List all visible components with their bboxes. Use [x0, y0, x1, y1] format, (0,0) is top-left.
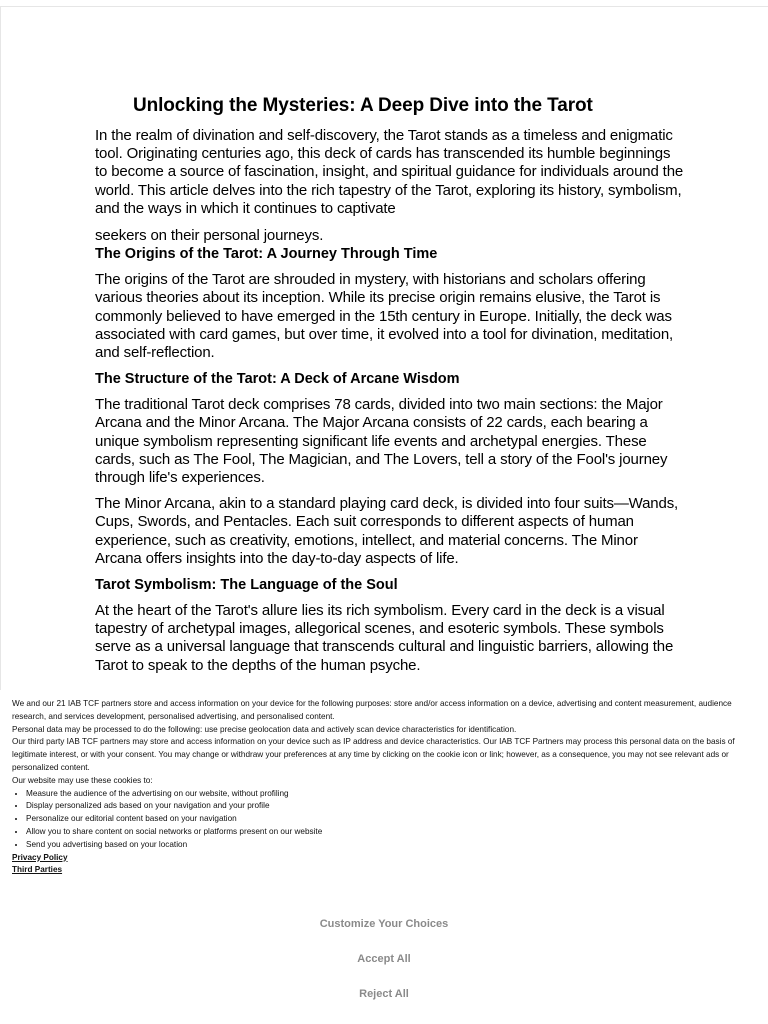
paragraph-origins: The origins of the Tarot are shrouded in mystery, with historians and scholars offering various theories about its inception. While its precise origin remains elusive, the Tarot is commonly believed to have emerged in the 15th century in Europe. Initially, the deck was associated with card games, but over time, it evolved into a tool for divination, meditation, and self-reflection.	[95, 271, 674, 362]
list-item: • Measure the audience of the advertising on our website, without profiling	[26, 788, 757, 801]
third-parties-link[interactable]: Third Parties	[12, 865, 63, 875]
paragraph-symbolism: At the heart of the Tarot's allure lies its rich symbolism. Every card in the deck is a visual tapestry of archetypal images, allegorical scenes, and esoteric symbols. These symbols serve as a universal language that transcends cultural and linguistic barriers, allowing the Tarot to speak to the depths of the human psyche.	[95, 602, 674, 674]
privacy-policy-link[interactable]: Privacy Policy	[12, 852, 68, 862]
list-item: • Allow you to share content on social networks or platforms present on our website	[26, 826, 757, 839]
paragraph-structure-2: The Minor Arcana, akin to a standard playing card deck, is divided into four suits—Wands, Cups, Swords, and Pentacles. Each suit corresponds to different aspects of human experience, such as creativity, emotions, intellect, and material concerns. The Minor Arcana offers insights into the day-to-day aspects of life.	[95, 495, 679, 567]
heading-symbolism: Tarot Symbolism: The Language of the Soul	[95, 577, 398, 594]
consent-links	[12, 852, 757, 877]
heading-structure: The Structure of the Tarot: A Deck of Arcane Wisdom	[95, 371, 460, 388]
list-item: • Send you advertising based on your location	[26, 839, 757, 852]
consent-processing: Personal data may be processed to do the following: use precise geolocation data and actively scan device characteristics for identification.	[12, 724, 517, 734]
article	[95, 95, 685, 675]
article-title: Unlocking the Mysteries: A Deep Dive into the Tarot	[133, 95, 593, 116]
accept-all-button[interactable]: Accept All	[357, 953, 411, 965]
consent-third-party: Our third party IAB TCF partners may store and access information on your device such as IP address and device characteristics. Our IAB TCF Partners may process this personal data on the basis of legitimate interest, or with your consent. You may change or withdraw your preferences at any time by clicking on the cookie icon or link; however, as a consequence, you may not see relevant ads or personalized content.	[12, 737, 735, 772]
consent-purposes: We and our 21 IAB TCF partners store and access information on your device for the following purposes: store and/or access information on a device, advertising and content measurement, audience research, and services development, personalised advertising, and personalised content.	[12, 699, 732, 721]
top-divider	[0, 6, 768, 7]
intro-paragraph-continued: seekers on their personal journeys.	[95, 227, 324, 245]
list-item: • Display personalized ads based on your navigation and your profile	[26, 800, 757, 813]
paragraph-structure-1: The traditional Tarot deck comprises 78 cards, divided into two main sections: the Major Arcana and the Minor Arcana. The Major Arcana consists of 22 cards, each bearing a unique symbolism representing significant life events and archetypal energies. These cards, such as The Fool, The Magician, and The Lovers, tell a story of the Fool's journey through life's experiences.	[95, 396, 668, 487]
consent-cookies-intro: Our website may use these cookies to:	[12, 775, 153, 785]
cookie-purpose-list	[12, 788, 757, 852]
cookie-consent-banner	[0, 690, 768, 1024]
intro-paragraph: In the realm of divination and self-discovery, the Tarot stands as a timeless and enigmatic tool. Originating centuries ago, this deck of cards has transcended its humble beginnings to become a source of fascination, insight, and spiritual guidance for individuals around the world. This article delves into the rich tapestry of the Tarot, exploring its history, symbolism, and the ways in which it continues to captivate	[95, 127, 684, 217]
left-divider	[0, 6, 1, 696]
consent-text	[12, 698, 757, 877]
reject-all-button[interactable]: Reject All	[359, 988, 409, 1000]
heading-origins: The Origins of the Tarot: A Journey Through Time	[95, 246, 438, 263]
customize-choices-button[interactable]: Customize Your Choices	[319, 918, 449, 930]
list-item: • Personalize our editorial content based on your navigation	[26, 813, 757, 826]
